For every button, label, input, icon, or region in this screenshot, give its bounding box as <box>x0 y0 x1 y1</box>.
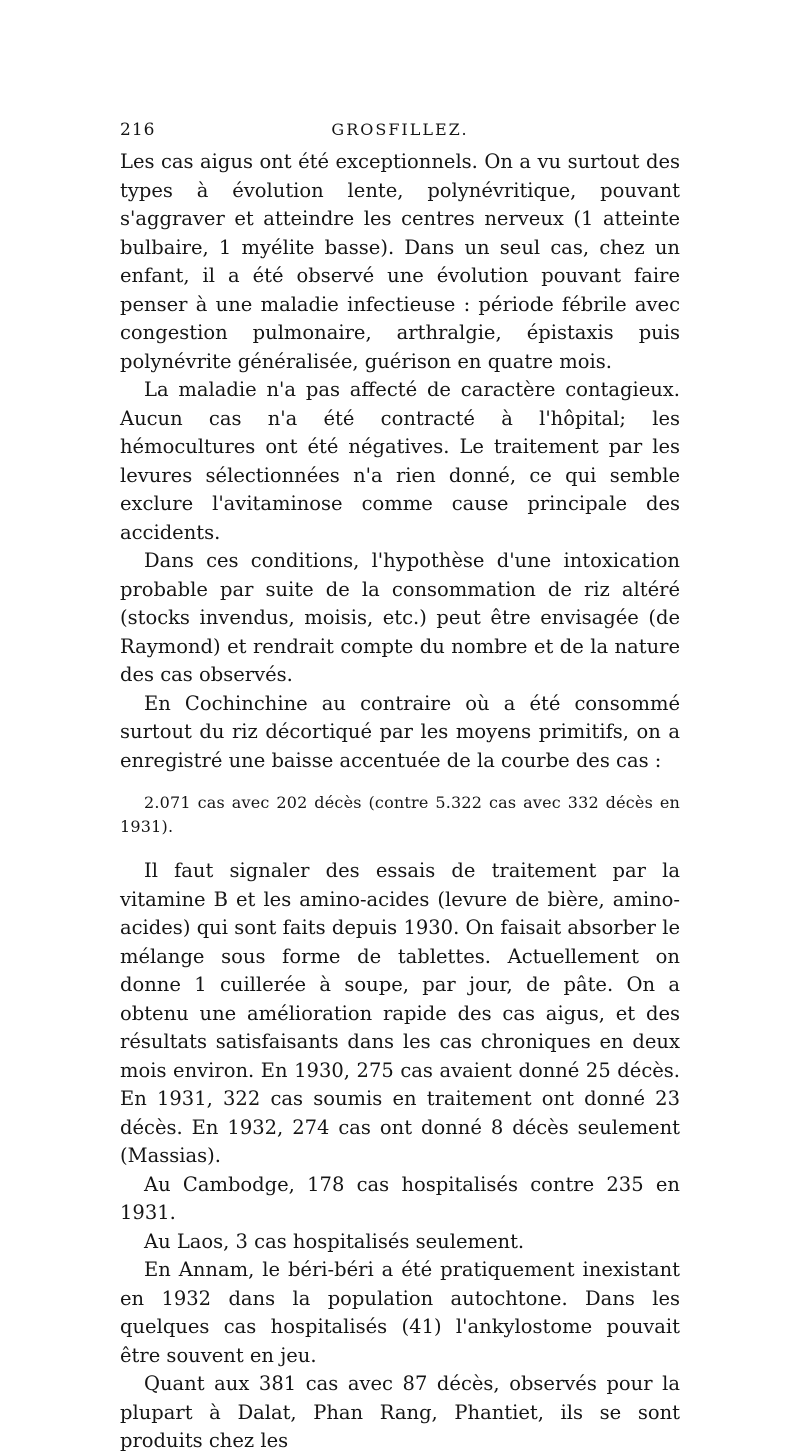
statistic-line: 2.071 cas avec 202 décès (contre 5.322 cas avec 332 décès en 1931). <box>120 793 680 836</box>
paragraph: Au Laos, 3 cas hospitalisés seulement. <box>144 1229 525 1253</box>
paragraph: Dans ces conditions, l'hypothèse d'une intoxication probable par suite de la consommation de riz altéré (stocks invendus, moisis, etc.) peut être envisagée (de Raymond) et rendrait compte du nombre et de la nature des cas observés. <box>120 549 680 686</box>
paragraph: Quant aux 381 cas avec 87 décès, observés pour la plupart à Dalat, Phan Rang, Phantiet, ils se sont produits chez les <box>120 1372 680 1452</box>
paragraph: En Annam, le béri-béri a été pratiquement inexistant en 1932 dans la population autochtone. Dans les quelques cas hospitalisés (41) l'ankylostome pouvait être souvent en jeu. <box>120 1258 680 1367</box>
running-title: GROSFILLEZ. <box>331 120 469 139</box>
text-body <box>120 148 680 1456</box>
paragraph: Il faut signaler des essais de traitement par la vitamine B et les amino-acides (levure de bière, amino-acides) qui sont faits depuis 1930. On faisait absorber le mélange sous forme de tablettes. Actuellement on donne 1 cuillerée à soupe, par jour, de pâte. On a obtenu une amélioration rapide des cas aigus, et des résultats satisfaisants dans les cas chroniques en deux mois environ. En 1930, 275 cas avaient donné 25 décès. En 1931, 322 cas soumis en traitement ont donné 23 décès. En 1932, 274 cas ont donné 8 décès seulement (Massias). <box>120 859 680 1167</box>
paragraph: Au Cambodge, 178 cas hospitalisés contre 235 en 1931. <box>120 1172 680 1224</box>
paragraph: La maladie n'a pas affecté de caractère contagieux. Aucun cas n'a été contracté à l'hôpital; les hémocultures ont été négatives. Le traitement par les levures sélectionnées n'a rien donné, ce qui semble exclure l'avitaminose comme cause principale des accidents. <box>120 378 680 544</box>
page-header <box>120 120 680 142</box>
paragraph: En Cochinchine au contraire où a été consommé surtout du riz décortiqué par les moyens primitifs, on a enregistré une baisse accentuée de la courbe des cas : <box>120 691 680 772</box>
paragraph: Les cas aigus ont été exceptionnels. On a vu surtout des types à évolution lente, polynévritique, pouvant s'aggraver et atteindre les centres nerveux (1 atteinte bulbaire, 1 myélite basse). Dans un seul cas, chez un enfant, il a été observé une évolution pouvant faire penser à une maladie infectieuse : période fébrile avec congestion pulmonaire, arthralgie, épistaxis puis polynévrite généralisée, guérison en quatre mois. <box>120 150 680 373</box>
page-number: 216 <box>120 120 156 140</box>
